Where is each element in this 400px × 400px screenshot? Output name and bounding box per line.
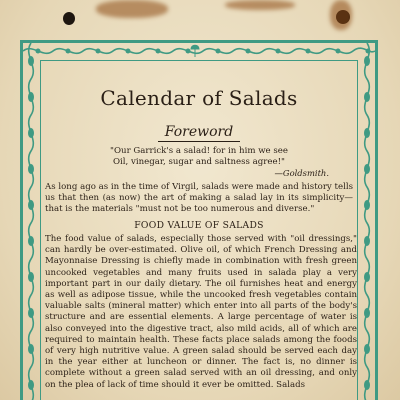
epigraph-attribution: —Goldsmith.	[274, 168, 329, 178]
document-body	[45, 86, 357, 391]
floral-border-ornament	[23, 43, 375, 59]
epigraph-line: Oil, vinegar, sugar and saltness agree!"	[112, 157, 285, 167]
food-value-paragraph: The food value of salads, especially those served with "oil dressings," can hardly be over-estimated. Olive oil, of which French Dressing and Mayonnaise Dressing is chiefly made in combination with fresh green uncooked vegetables and many fruits used in salada play a very important part in our daily dietary. The oil furnishes heat and energy as well as adipose tissue, while the uncooked fresh vegetables contain valuable salts (mineral matter) which enter into all parts of the body's structure and are essential elements. A large percentage of water is also conveyed into the digestive tract, also mild acids, all of which are required to maintain health. These facts place salads among the foods of very high nutritive value. A green salad should be served each day in the year either at luncheon or dinner. The fact is, no dinner is complete without a green salad served with an oil dressing, and only on the plea of lack of time should it ever be omitted. Salads	[45, 234, 357, 390]
rust-stain-right	[330, 0, 352, 30]
rust-stain-center	[225, 0, 295, 10]
heading-underline	[158, 141, 240, 142]
rust-stain-left	[96, 0, 168, 18]
vine-scroll-ornament	[23, 43, 39, 400]
tulip-ornament	[191, 45, 199, 57]
epigraph-line: "Our Garrick's a salad! for in him we see	[110, 146, 288, 156]
vine-scroll-ornament	[359, 43, 375, 400]
section-heading: FOOD VALUE OF SALADS	[134, 220, 264, 231]
binding-hole-left	[63, 12, 75, 25]
page-title: Calendar of Salads	[100, 86, 298, 110]
foreword-heading: Foreword	[164, 124, 234, 140]
intro-paragraph: As long ago as in the time of Virgil, salads were made and history tells us that then (as now) the art of making a salad lay in its simplicity—that is the materials "must not be too numerous and diverse."	[45, 182, 353, 214]
